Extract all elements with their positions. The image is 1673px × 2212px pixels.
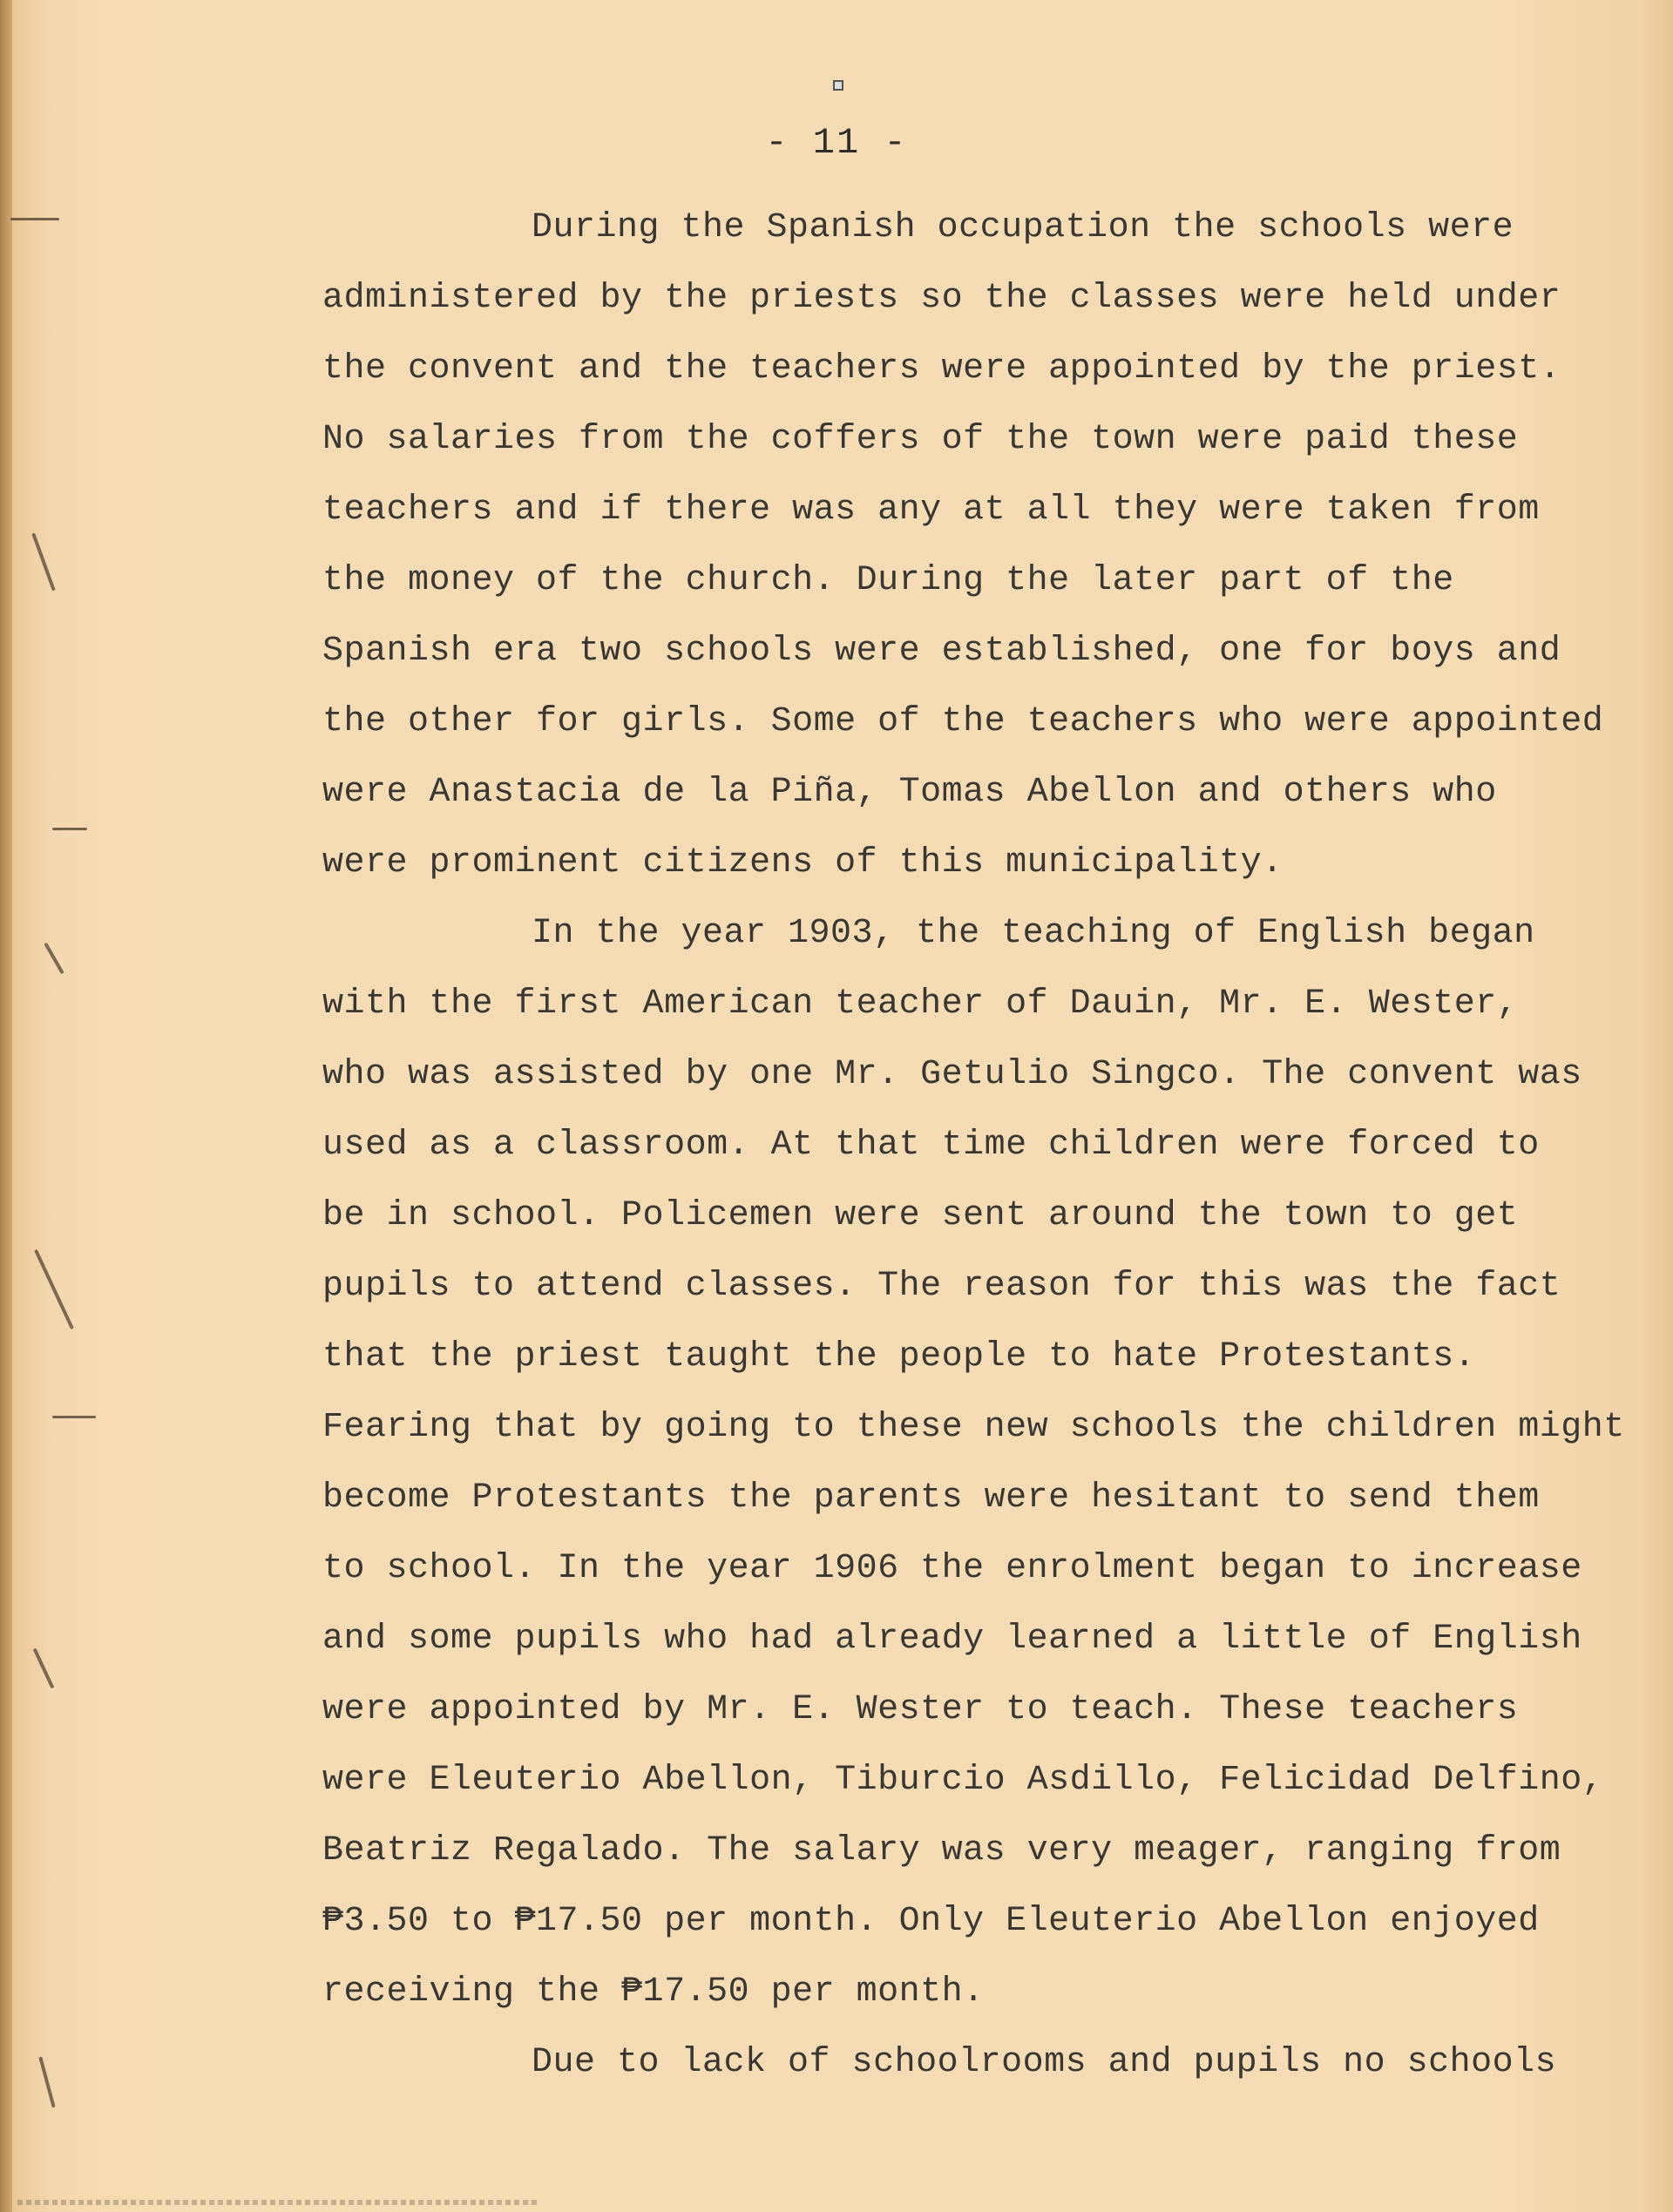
text-line: and some pupils who had already learned a little of English <box>322 1620 1582 1659</box>
text-line: administered by the priests so the classes were held under <box>322 279 1561 318</box>
binding-mark <box>33 1647 55 1688</box>
binding-mark <box>38 2057 55 2108</box>
text-line: the money of the church. During the later part of the <box>322 561 1454 600</box>
text-line: receiving the ₱17.50 per month. <box>322 1972 985 2012</box>
binding-mark <box>34 1249 74 1329</box>
text-line: to school. In the year 1906 the enrolment began to increase <box>322 1549 1582 1588</box>
text-line: become Protestants the parents were hesitant to send them <box>322 1478 1540 1518</box>
text-line: with the first American teacher of Dauin, Mr. E. Wester, <box>322 984 1519 1024</box>
text-line: used as a classroom. At that time children were forced to <box>322 1126 1540 1165</box>
page-binding-edge <box>0 0 12 2212</box>
binding-mark <box>44 943 64 975</box>
text-line: Spanish era two schools were established, one for boys and <box>322 632 1561 671</box>
page-number: - 11 - <box>765 122 908 164</box>
binding-mark <box>52 828 87 830</box>
text-line: pupils to attend classes. The reason for this was the fact <box>322 1267 1561 1306</box>
text-line: that the priest taught the people to hate Protestants. <box>322 1337 1476 1377</box>
text-line: Due to lack of schoolrooms and pupils no schools <box>532 2043 1557 2082</box>
text-line: In the year 1903, the teaching of English began <box>532 914 1535 953</box>
text-line: No salaries from the coffers of the town were paid these <box>322 420 1519 459</box>
text-line: the convent and the teachers were appointed by the priest. <box>322 349 1561 389</box>
registration-mark <box>833 80 843 91</box>
text-line: teachers and if there was any at all they were taken from <box>322 490 1540 530</box>
binding-mark <box>10 218 59 220</box>
text-line: were Eleuterio Abellon, Tiburcio Asdillo, Felicidad Delfino, <box>322 1761 1604 1800</box>
binding-mark <box>31 532 56 591</box>
text-line: During the Spanish occupation the schools were <box>532 208 1514 247</box>
typed-text-body <box>322 202 1629 2107</box>
text-line: who was assisted by one Mr. Getulio Singco. The convent was <box>322 1055 1582 1094</box>
text-line: were appointed by Mr. E. Wester to teach. These teachers <box>322 1690 1519 1729</box>
text-line: Fearing that by going to these new schools the children might <box>322 1408 1625 1447</box>
text-line: the other for girls. Some of the teachers who were appointed <box>322 702 1604 741</box>
text-line: ₱3.50 to ₱17.50 per month. Only Eleuterio Abellon enjoyed <box>322 1902 1540 1941</box>
text-line: were prominent citizens of this municipality. <box>322 843 1284 883</box>
footer-stamp <box>17 2200 540 2205</box>
text-line: Beatriz Regalado. The salary was very meager, ranging from <box>322 1831 1561 1870</box>
text-line: were Anastacia de la Piña, Tomas Abellon and others who <box>322 773 1497 812</box>
text-line: be in school. Policemen were sent around the town to get <box>322 1196 1519 1235</box>
binding-mark <box>52 1416 96 1418</box>
